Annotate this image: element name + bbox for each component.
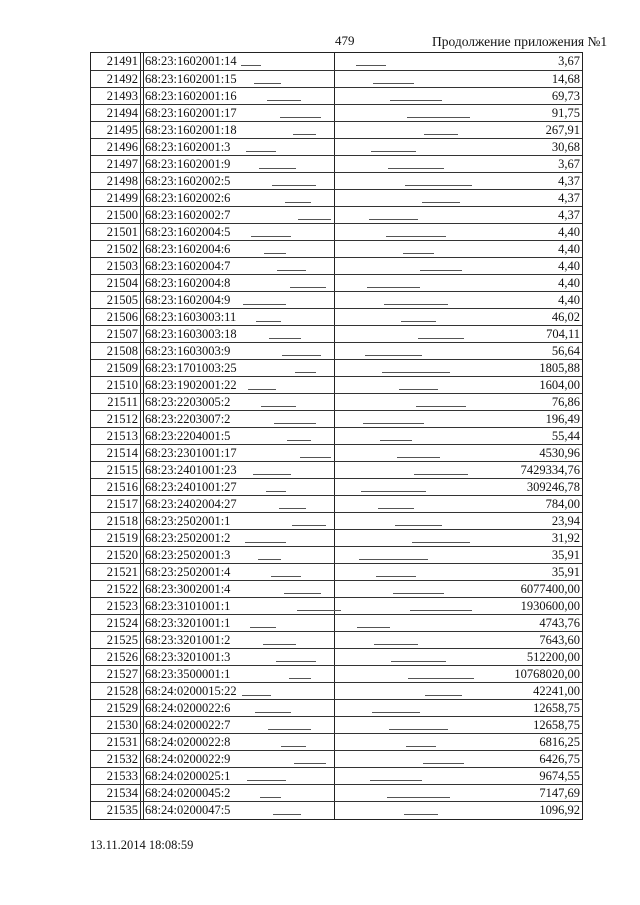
table-row xyxy=(91,376,582,394)
scan-artifact xyxy=(255,712,291,713)
value-cell: 4,37 xyxy=(558,208,580,222)
value-cell: 56,64 xyxy=(551,344,580,358)
value-cell: 4,37 xyxy=(558,174,580,188)
scan-artifact xyxy=(246,151,276,152)
table-row xyxy=(91,104,582,122)
value-cell: 4,40 xyxy=(558,242,580,256)
table-row xyxy=(91,478,582,496)
cadastral-number: 68:23:1602002:7 xyxy=(145,208,231,222)
cadastral-number: 68:23:2502001:4 xyxy=(145,565,231,579)
value-cell: 12658,75 xyxy=(533,718,580,732)
table-row xyxy=(91,240,582,258)
scan-artifact xyxy=(250,627,276,628)
scan-artifact xyxy=(251,236,291,237)
value-cell: 76,86 xyxy=(551,395,580,409)
row-number: 21510 xyxy=(106,378,138,392)
scan-artifact xyxy=(287,440,311,441)
cadastral-number: 68:23:2402004:27 xyxy=(145,497,237,511)
row-number: 21519 xyxy=(106,531,138,545)
cadastral-number: 68:23:1602004:6 xyxy=(145,242,231,256)
table-row xyxy=(91,359,582,377)
cadastral-number: 68:24:0200022:9 xyxy=(145,752,231,766)
value-cell: 30,68 xyxy=(551,140,580,154)
table-row xyxy=(91,291,582,309)
value-cell: 4743,76 xyxy=(539,616,580,630)
value-cell: 3,67 xyxy=(558,157,580,171)
cadastral-number: 68:23:3201001:3 xyxy=(145,650,231,664)
row-number: 21527 xyxy=(106,667,138,681)
scan-artifact xyxy=(259,168,296,169)
scan-artifact xyxy=(277,270,306,271)
row-number: 21528 xyxy=(106,684,138,698)
scan-artifact xyxy=(290,287,326,288)
scan-artifact xyxy=(273,814,301,815)
table-row xyxy=(91,87,582,105)
scan-artifact xyxy=(292,525,326,526)
table-row xyxy=(91,563,582,581)
row-number: 21496 xyxy=(106,140,138,154)
cadastral-number: 68:24:0200045:2 xyxy=(145,786,231,800)
value-cell: 512200,00 xyxy=(526,650,580,664)
row-number: 21512 xyxy=(106,412,138,426)
cadastral-number: 68:23:1602004:9 xyxy=(145,293,231,307)
table-row xyxy=(91,172,582,190)
row-number: 21507 xyxy=(106,327,138,341)
row-number: 21535 xyxy=(106,803,138,817)
value-cell: 1930600,00 xyxy=(520,599,580,613)
scan-artifact xyxy=(248,389,276,390)
cadastral-number: 68:23:2502001:3 xyxy=(145,548,231,562)
value-cell: 4,40 xyxy=(558,259,580,273)
table-row xyxy=(91,427,582,445)
table-row xyxy=(91,189,582,207)
value-cell: 7147,69 xyxy=(539,786,580,800)
value-cell: 31,92 xyxy=(551,531,580,545)
scan-artifact xyxy=(242,695,271,696)
table-row xyxy=(91,801,582,819)
row-number: 21513 xyxy=(106,429,138,443)
row-number: 21497 xyxy=(106,157,138,171)
cadastral-number: 68:23:2204001:5 xyxy=(145,429,231,443)
table-row xyxy=(91,223,582,241)
table-row xyxy=(91,784,582,802)
row-number: 21498 xyxy=(106,174,138,188)
value-cell: 704,11 xyxy=(546,327,580,341)
row-number: 21494 xyxy=(106,106,138,120)
scan-artifact xyxy=(261,406,296,407)
scan-artifact xyxy=(263,644,296,645)
cadastral-number: 68:23:1602001:15 xyxy=(145,72,237,86)
scan-artifact xyxy=(298,219,331,220)
value-cell: 35,91 xyxy=(551,565,580,579)
value-cell: 7429334,76 xyxy=(520,463,580,477)
value-cell: 7643,60 xyxy=(539,633,580,647)
value-cell: 784,00 xyxy=(545,497,580,511)
value-cell: 10768020,00 xyxy=(514,667,580,681)
table-row xyxy=(91,325,582,343)
value-cell: 309246,78 xyxy=(526,480,580,494)
row-number: 21534 xyxy=(106,786,138,800)
cadastral-number: 68:23:1603003:9 xyxy=(145,344,231,358)
value-cell: 3,67 xyxy=(558,54,580,68)
table-row xyxy=(91,274,582,292)
value-cell: 55,44 xyxy=(551,429,580,443)
row-number: 21501 xyxy=(106,225,138,239)
cadastral-number: 68:23:3201001:2 xyxy=(145,633,231,647)
cadastral-number: 68:23:2401001:23 xyxy=(145,463,237,477)
scan-artifact xyxy=(243,304,286,305)
value-cell: 12658,75 xyxy=(533,701,580,715)
row-number: 21518 xyxy=(106,514,138,528)
cadastral-number: 68:24:0200022:7 xyxy=(145,718,231,732)
table-row xyxy=(91,750,582,768)
table-row xyxy=(91,631,582,649)
scan-artifact xyxy=(253,474,291,475)
table-row xyxy=(91,546,582,564)
row-number: 21520 xyxy=(106,548,138,562)
scan-artifact xyxy=(285,202,311,203)
value-cell: 1604,00 xyxy=(539,378,580,392)
scan-artifact xyxy=(258,559,281,560)
page-number: 479 xyxy=(335,33,355,48)
table-row xyxy=(91,682,582,700)
row-number: 21531 xyxy=(106,735,138,749)
scan-artifact xyxy=(297,610,341,611)
table-row xyxy=(91,665,582,683)
row-number: 21533 xyxy=(106,769,138,783)
row-number: 21506 xyxy=(106,310,138,324)
table-row xyxy=(91,716,582,734)
scan-artifact xyxy=(280,117,321,118)
row-number: 21526 xyxy=(106,650,138,664)
cadastral-number: 68:23:1602001:3 xyxy=(145,140,231,154)
row-number: 21503 xyxy=(106,259,138,273)
table-row xyxy=(91,444,582,462)
cadastral-number: 68:23:2203007:2 xyxy=(145,412,231,426)
table-row xyxy=(91,342,582,360)
value-cell: 1805,88 xyxy=(539,361,580,375)
row-number: 21529 xyxy=(106,701,138,715)
table-row xyxy=(91,512,582,530)
cadastral-number: 68:23:1603003:11 xyxy=(145,310,237,324)
row-number: 21495 xyxy=(106,123,138,137)
cadastral-number: 68:23:2203005:2 xyxy=(145,395,231,409)
table-row xyxy=(91,699,582,717)
row-number: 21509 xyxy=(106,361,138,375)
table-row xyxy=(91,648,582,666)
row-number: 21511 xyxy=(107,395,138,409)
scan-artifact xyxy=(267,100,301,101)
value-cell: 35,91 xyxy=(551,548,580,562)
table-row xyxy=(91,393,582,411)
cadastral-number: 68:23:2301001:17 xyxy=(145,446,237,460)
cadastral-number: 68:23:3101001:1 xyxy=(145,599,231,613)
row-number: 21517 xyxy=(106,497,138,511)
cadastral-number: 68:24:0200022:6 xyxy=(145,701,231,715)
cadastral-number: 68:23:1602004:7 xyxy=(145,259,231,273)
cadastral-number: 68:24:0200047:5 xyxy=(145,803,231,817)
cadastral-number: 68:23:2502001:1 xyxy=(145,514,231,528)
scan-artifact xyxy=(289,678,311,679)
scan-artifact xyxy=(271,576,301,577)
scan-artifact xyxy=(272,185,316,186)
cadastral-number: 68:23:1701003:25 xyxy=(145,361,237,375)
table-row xyxy=(91,53,582,70)
row-number: 21521 xyxy=(106,565,138,579)
cadastral-number: 68:23:1902001:22 xyxy=(145,378,237,392)
cadastral-number: 68:23:1603003:18 xyxy=(145,327,237,341)
cadastral-number: 68:23:1602001:17 xyxy=(145,106,237,120)
scan-artifact xyxy=(282,355,321,356)
scan-artifact xyxy=(268,729,311,730)
cadastral-number: 68:23:1602001:14 xyxy=(145,54,237,68)
cadastral-number: 68:23:1602001:16 xyxy=(145,89,237,103)
row-number: 21505 xyxy=(106,293,138,307)
cadastral-number: 68:23:1602002:5 xyxy=(145,174,231,188)
row-number: 21493 xyxy=(106,89,138,103)
value-cell: 4,40 xyxy=(558,225,580,239)
row-number: 21504 xyxy=(106,276,138,290)
cadastral-number: 68:23:1602004:8 xyxy=(145,276,231,290)
appendix-caption: Продолжение приложения №1 xyxy=(432,34,608,49)
table-row xyxy=(91,121,582,139)
scan-artifact xyxy=(266,491,286,492)
scan-artifact xyxy=(294,763,326,764)
cadastral-number: 68:23:1602001:9 xyxy=(145,157,231,171)
cadastral-number: 68:23:1602004:5 xyxy=(145,225,231,239)
cadastral-number: 68:24:0200015:22 xyxy=(145,684,237,698)
value-cell: 267,91 xyxy=(545,123,580,137)
cadastral-number: 68:23:1602002:6 xyxy=(145,191,231,205)
row-number: 21524 xyxy=(106,616,138,630)
data-table xyxy=(90,52,583,820)
row-number: 21515 xyxy=(106,463,138,477)
value-cell: 23,94 xyxy=(551,514,580,528)
value-cell: 196,49 xyxy=(545,412,580,426)
scan-artifact xyxy=(274,423,316,424)
table-row xyxy=(91,733,582,751)
table-row xyxy=(91,767,582,785)
cadastral-number: 68:23:3002001:4 xyxy=(145,582,231,596)
value-cell: 46,02 xyxy=(551,310,580,324)
scan-artifact xyxy=(245,542,286,543)
table-row xyxy=(91,257,582,275)
scan-artifact xyxy=(281,746,306,747)
value-cell: 4530,96 xyxy=(539,446,580,460)
table-row xyxy=(91,529,582,547)
table-row xyxy=(91,580,582,598)
value-cell: 42241,00 xyxy=(533,684,580,698)
table-row xyxy=(91,206,582,224)
row-number: 21514 xyxy=(106,446,138,460)
row-number: 21522 xyxy=(106,582,138,596)
scan-artifact xyxy=(241,65,261,66)
scan-artifact xyxy=(293,134,316,135)
table-row xyxy=(91,308,582,326)
table-row xyxy=(91,461,582,479)
row-number: 21491 xyxy=(106,54,138,68)
cadastral-number: 68:23:1602001:18 xyxy=(145,123,237,137)
row-number: 21492 xyxy=(106,72,138,86)
row-number: 21523 xyxy=(106,599,138,613)
cadastral-number: 68:24:0200025:1 xyxy=(145,769,231,783)
row-number: 21508 xyxy=(106,344,138,358)
cadastral-number: 68:24:0200022:8 xyxy=(145,735,231,749)
scan-artifact xyxy=(276,661,316,662)
scan-artifact xyxy=(284,593,321,594)
print-timestamp: 13.11.2014 18:08:59 xyxy=(90,838,194,852)
cadastral-number: 68:23:2401001:27 xyxy=(145,480,237,494)
value-cell: 6426,75 xyxy=(539,752,580,766)
row-number: 21516 xyxy=(106,480,138,494)
value-cell: 4,37 xyxy=(558,191,580,205)
cadastral-number: 68:23:3500001:1 xyxy=(145,667,231,681)
scan-artifact xyxy=(269,338,301,339)
table-row xyxy=(91,70,582,88)
scan-artifact xyxy=(256,321,281,322)
scan-artifact xyxy=(295,372,316,373)
scan-artifact xyxy=(300,457,331,458)
table-row xyxy=(91,155,582,173)
cadastral-number: 68:23:2502001:2 xyxy=(145,531,231,545)
table-row xyxy=(91,614,582,632)
value-cell: 6816,25 xyxy=(539,735,580,749)
table-row xyxy=(91,597,582,615)
cadastral-number: 68:23:3201001:1 xyxy=(145,616,231,630)
scan-artifact xyxy=(279,508,306,509)
value-cell: 69,73 xyxy=(551,89,580,103)
row-number: 21499 xyxy=(106,191,138,205)
row-number: 21532 xyxy=(106,752,138,766)
value-cell: 9674,55 xyxy=(539,769,580,783)
value-cell: 91,75 xyxy=(551,106,580,120)
table-row xyxy=(91,410,582,428)
value-cell: 14,68 xyxy=(551,72,580,86)
scan-artifact xyxy=(264,253,286,254)
table-row xyxy=(91,495,582,513)
value-cell: 4,40 xyxy=(558,276,580,290)
scan-artifact xyxy=(247,780,286,781)
value-cell: 4,40 xyxy=(558,293,580,307)
row-number: 21530 xyxy=(106,718,138,732)
row-number: 21525 xyxy=(106,633,138,647)
table-row xyxy=(91,138,582,156)
scan-artifact xyxy=(260,797,281,798)
row-number: 21502 xyxy=(106,242,138,256)
value-cell: 1096,92 xyxy=(539,803,580,817)
scan-artifact xyxy=(254,83,281,84)
row-number: 21500 xyxy=(106,208,138,222)
value-cell: 6077400,00 xyxy=(520,582,580,596)
